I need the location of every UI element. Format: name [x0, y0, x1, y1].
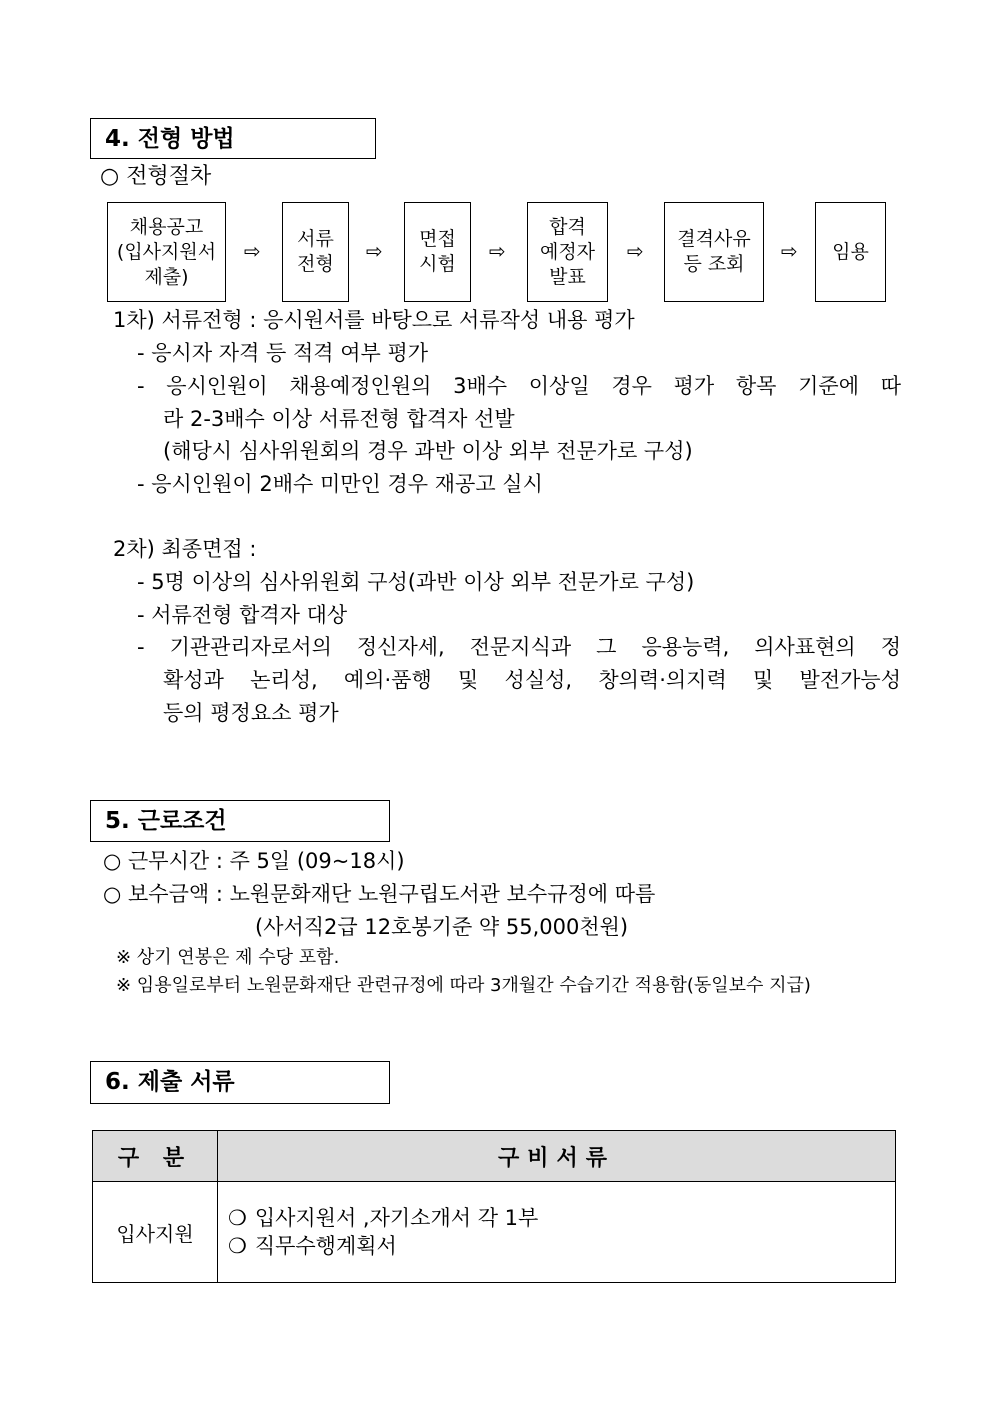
work-hours: ○ 근무시간 : 주 5일 (09~18시): [103, 849, 405, 873]
step-interview: 면접 시험: [404, 202, 471, 302]
stage2-item: 등의 평정요소 평가: [163, 701, 339, 725]
section-4-heading: 4. 전형 방법: [90, 118, 376, 159]
header-documents: 구비서류: [218, 1131, 896, 1182]
step-recruitment-notice: 채용공고 (입사지원서 제출): [107, 202, 226, 302]
stage1-item: 라 2-3배수 이상 서류전형 합격자 선발: [163, 407, 515, 431]
note: ※ 임용일로부터 노원문화재단 관련규정에 따라 3개월간 수습기간 적용함(동일보수 지급): [116, 975, 811, 996]
row-documents: [218, 1182, 896, 1283]
stage1-title: 1차) 서류전형 : 응시원서를 바탕으로 서류작성 내용 평가: [113, 308, 635, 332]
table-header-row: [93, 1131, 896, 1182]
table-row: [93, 1182, 896, 1283]
step-document-screening: 서류 전형: [282, 202, 349, 302]
step-disqualification-check: 결격사유 등 조회: [664, 202, 764, 302]
stage2-title: 2차) 최종면접 :: [113, 537, 257, 561]
stage2-item: 확성과 논리성, 예의·품행 및 성실성, 창의력·의지력 및 발전가능성: [163, 668, 901, 692]
step-pass-announcement: 합격 예정자 발표: [527, 202, 608, 302]
document-item: ❍ 직무수행계획서: [228, 1234, 397, 1258]
section-5-heading: 5. 근로조건: [90, 800, 390, 842]
arrow-icon: ⇨: [366, 239, 383, 263]
circle-bullet-icon: ❍: [228, 1234, 247, 1258]
circle-bullet-icon: ❍: [228, 1206, 247, 1230]
note: ※ 상기 연봉은 제 수당 포함.: [116, 947, 340, 968]
required-documents-table: [92, 1130, 896, 1283]
step-appointment: 임용: [815, 202, 886, 302]
stage1-item: - 응시인원이 2배수 미만인 경우 재공고 실시: [137, 472, 543, 496]
salary-detail: (사서직2급 12호봉기준 약 55,000천원): [255, 915, 629, 939]
stage2-item: - 5명 이상의 심사위원회 구성(과반 이상 외부 전문가로 구성): [137, 570, 695, 594]
arrow-icon: ⇨: [781, 239, 798, 263]
salary: ○ 보수금액 : 노원문화재단 노원구립도서관 보수규정에 따름: [103, 882, 656, 906]
row-category: 입사지원: [93, 1182, 218, 1283]
arrow-icon: ⇨: [244, 239, 261, 263]
stage2-item: - 기관관리자로서의 정신자세, 전문지식과 그 응용능력, 의사표현의 정: [137, 635, 901, 659]
arrow-icon: ⇨: [489, 239, 506, 263]
stage1-item: - 응시자 자격 등 적격 여부 평가: [137, 341, 429, 365]
procedure-label: ○ 전형절차: [100, 164, 212, 189]
section-6-heading: 6. 제출 서류: [90, 1061, 390, 1104]
header-category: 구 분: [93, 1131, 218, 1182]
document-item: ❍ 입사지원서 ,자기소개서 각 1부: [228, 1206, 539, 1230]
stage2-item: - 서류전형 합격자 대상: [137, 603, 348, 627]
stage1-item: - 응시인원이 채용예정인원의 3배수 이상일 경우 평가 항목 기준에 따: [137, 374, 901, 398]
arrow-icon: ⇨: [627, 239, 644, 263]
stage1-item: (해당시 심사위원회의 경우 과반 이상 외부 전문가로 구성): [163, 439, 693, 463]
